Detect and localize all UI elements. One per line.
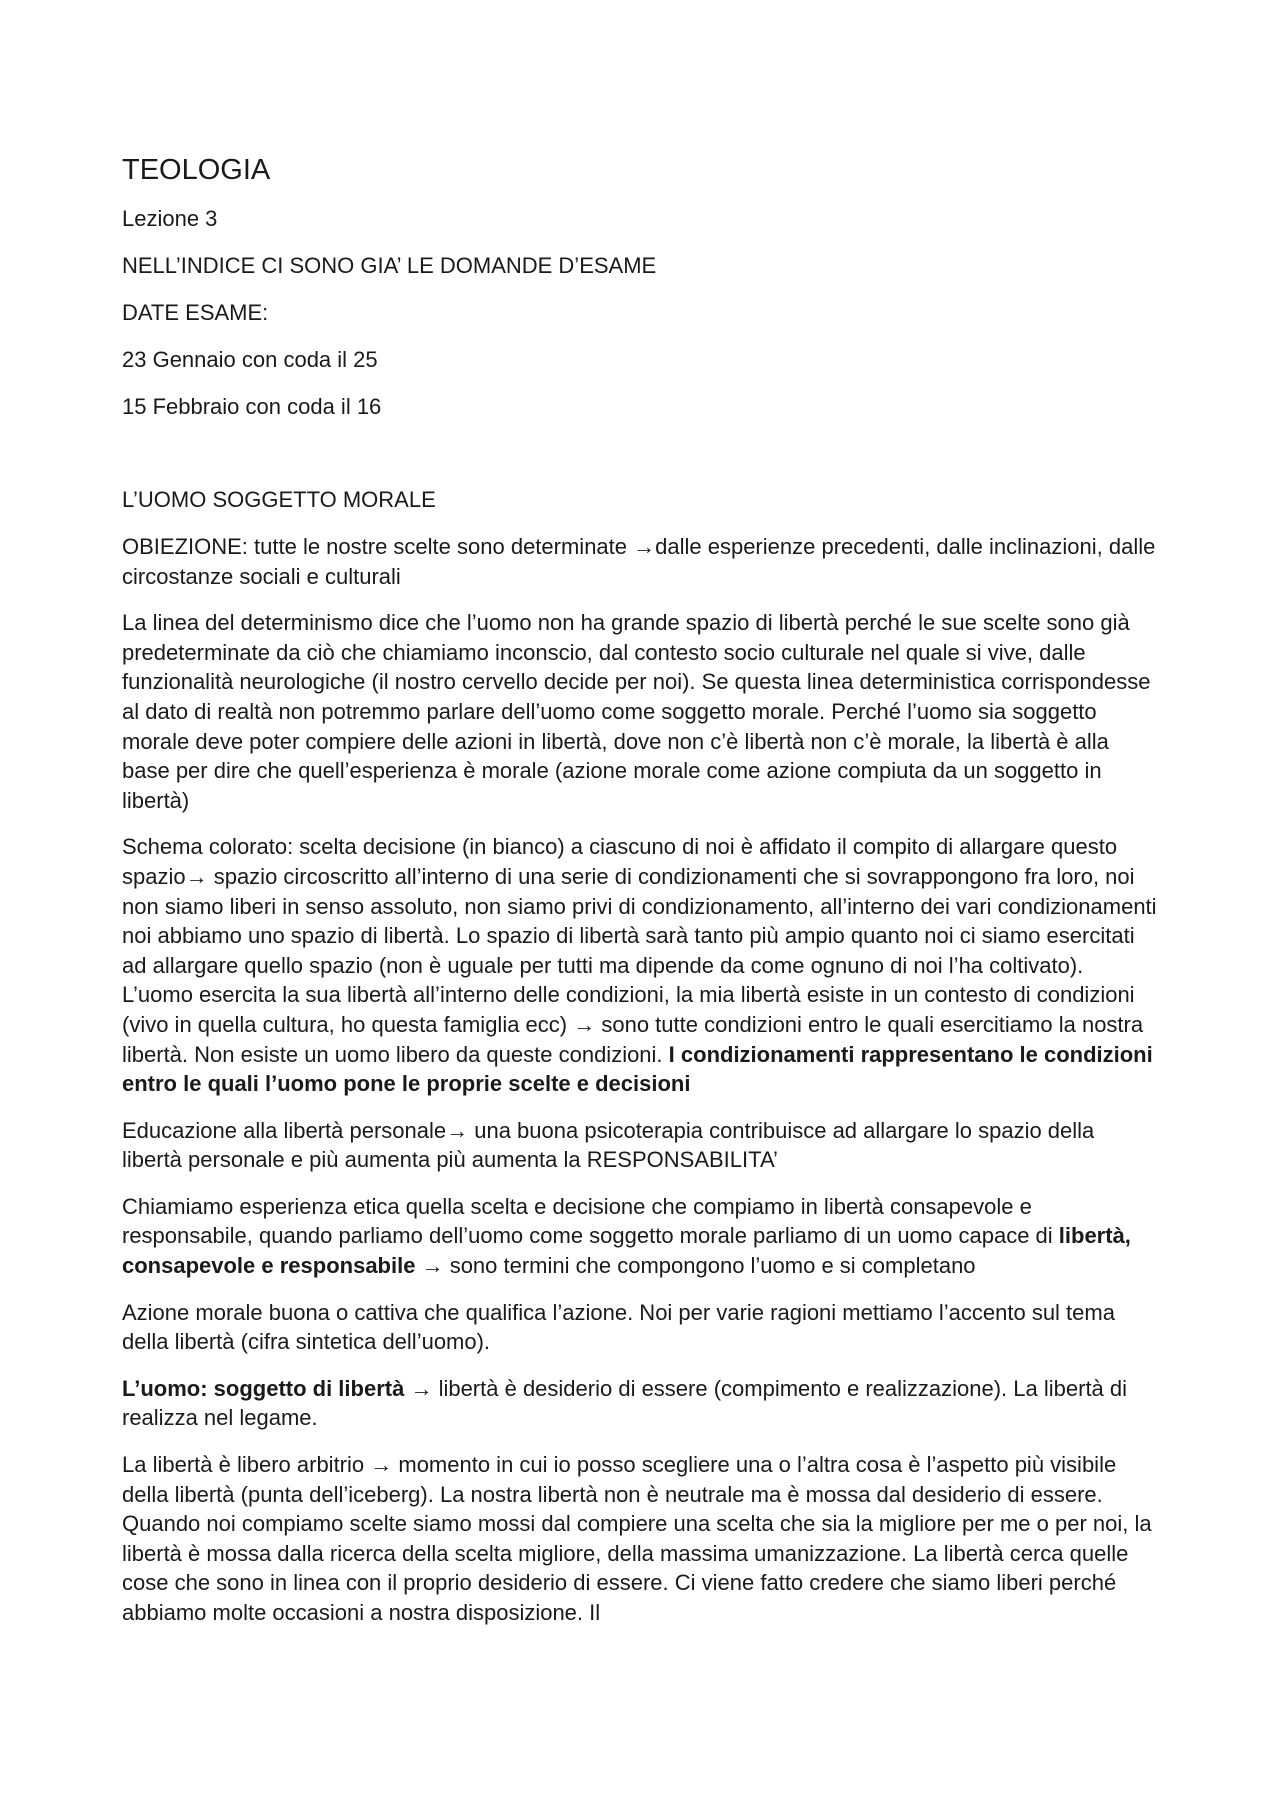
document-title: TEOLOGIA [122,154,271,186]
bold-heading: L’uomo: soggetto di libertà [122,1375,411,1401]
text-run: Educazione alla libertà personale [122,1117,447,1143]
document-page [122,150,1158,1645]
exam-date-2: 15 Febbraio con coda il 16 [122,394,382,419]
exam-dates-label: DATE ESAME: [122,300,269,325]
paragraph-objection [122,532,1158,591]
text-run: sono tutte condizioni entro le quali esercitiamo la nostra libertà. Non esiste un uomo libero da queste condizioni. [122,1011,1144,1067]
arrow-right-icon: → [185,863,208,889]
section-spacer [122,439,1158,485]
arrow-right-icon: → [573,1011,596,1037]
paragraph-schema [122,832,1158,1098]
paragraph-subject-of-freedom [122,1374,1158,1433]
text-run: La libertà è libero arbitrio [122,1452,371,1478]
arrow-right-icon: → [421,1253,444,1279]
arrow-right-icon: → [410,1375,433,1401]
paragraph-determinism: La linea del determinismo dice che l’uomo non ha grande spazio di libertà perché le sue scelte sono già predeterminate da ciò che chiamiamo inconscio, dal contesto socio culturale nel quale si vive, dalle funzionalità neurologiche (il nostro cervello decide per noi). Se questa linea deterministica corrispondesse al dato di realtà non potremmo parlare dell’uomo come soggetto morale. Perché l’uomo sia soggetto morale deve poter compiere delle azioni in libertà, dove non c’è libertà non c’è morale, la libertà è alla base per dire che quell’esperienza è morale (azione morale come azione compiuta da un soggetto in libertà) [122,610,1151,813]
text-run: Chiamiamo esperienza etica quella scelta e decisione che compiamo in libertà consapevole e responsabile, quando parliamo dell’uomo come soggetto morale parliamo di un uomo capace di [122,1193,1059,1249]
index-note: NELL’INDICE CI SONO GIA’ LE DOMANDE D’ESAME [122,253,657,278]
text-run: libertà è desiderio di essere (compimento e realizzazione). La libertà di realizza nel legame. [122,1375,1128,1431]
bold-statement: I condizionamenti rappresentano le condizioni entro le quali l’uomo pone le proprie scelte e decisioni [122,1041,1153,1097]
arrow-right-icon: → [633,534,656,559]
lesson-label: Lezione 3 [122,206,218,231]
text-run: dalle esperienze precedenti, dalle inclinazioni, dalle circostanze sociali e culturali [122,534,1156,589]
paragraph-ethics [122,1192,1158,1281]
bold-terms: libertà, consapevole e responsabile [122,1223,1131,1279]
text-run: Schema colorato: scelta decisione (in bianco) a ciascuno di noi è affidato il compito di allargare questo spazio [122,834,1118,889]
paragraph-moral-action: Azione morale buona o cattiva che qualifica l’azione. Noi per varie ragioni mettiamo l’accento sul tema della libertà (cifra sintetica dell’uomo). [122,1299,1115,1355]
section-heading: L’UOMO SOGGETTO MORALE [122,487,436,512]
arrow-right-icon: → [370,1452,393,1478]
text-run: momento in cui io posso scegliere una o l’altra cosa è l’aspetto più visibile della libertà (punta dell’iceberg). La nostra libertà non è neutrale ma è mossa dal desiderio di essere. Quando noi compiamo scelte siamo mossi dal compiere una scelta che sia la migliore per me o per noi, la libertà è mossa dalla ricerca della scelta migliore, della massima umanizzazione. La libertà cerca quelle cose che sono in linea con il proprio desiderio di essere. Ci viene fatto credere che siamo liberi perché abbiamo molte occasioni a nostra disposizione. Il [122,1452,1152,1625]
text-run: OBIEZIONE: tutte le nostre scelte sono determinate [122,534,634,559]
text-run: una buona psicoterapia contribuisce ad allargare lo spazio della libertà personale e più aumenta più aumenta la RESPONSABILITA’ [122,1117,1095,1173]
paragraph-free-will [122,1450,1158,1628]
text-run: sono termini che compongono l’uomo e si completano [443,1253,976,1279]
paragraph-education [122,1116,1158,1175]
arrow-right-icon: → [446,1117,469,1143]
exam-date-1: 23 Gennaio con coda il 25 [122,347,378,372]
text-run: spazio circoscritto all’interno di una serie di condizionamenti che si sovrappongono fra loro, noi non siamo liberi in senso assoluto, non siamo privi di condizionamento, all’interno dei vari condizionamenti noi abbiamo uno spazio di libertà. Lo spazio di libertà sarà tanto più ampio quanto noi ci siamo esercitati ad allargare quello spazio (non è uguale per tutti ma dipende da come ognuno di noi l’ha coltivato). L’uomo esercita la sua libertà all’interno delle condizioni, la mia libertà esiste in un contesto di condizioni (vivo in quella cultura, ho questa famiglia ecc) [122,863,1157,1037]
